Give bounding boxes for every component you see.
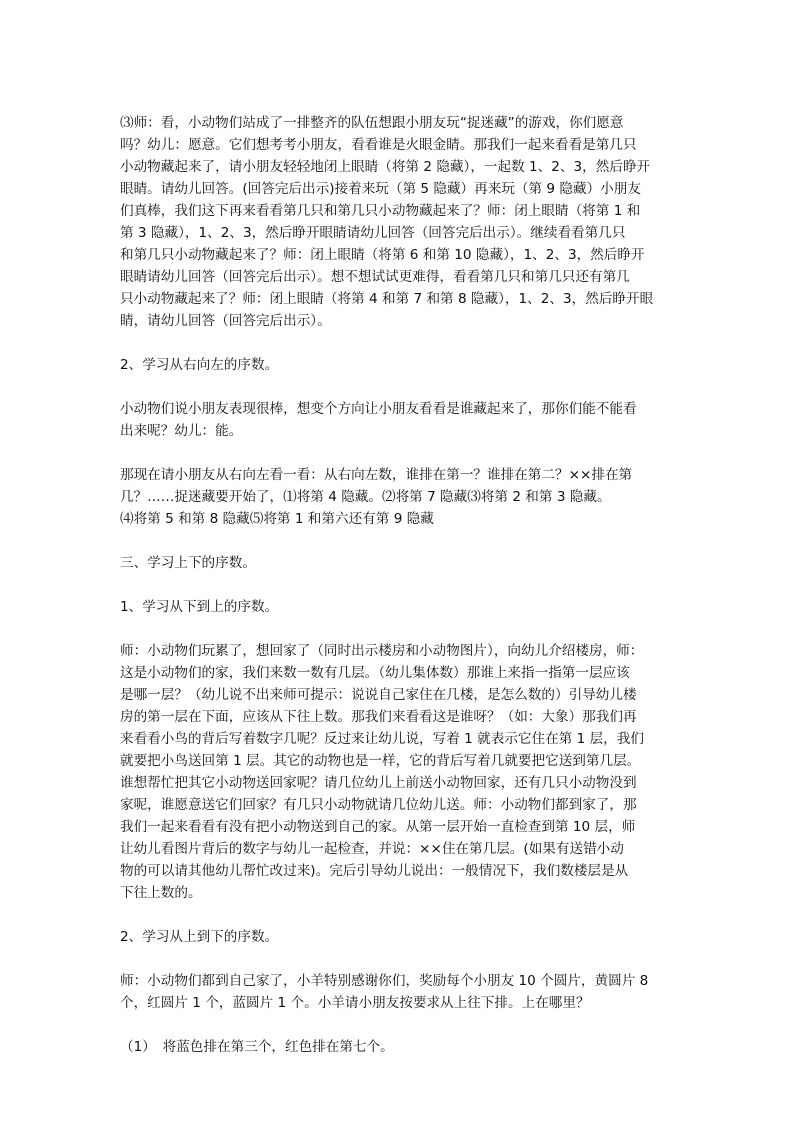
paragraph-change-direction: 小动物们说小朋友表现很棒，想变个方向让小朋友看看是谁藏起来了，那你们能不能看 出来呢？幼儿：能。 <box>120 401 637 439</box>
heading-section-three: 三、学习上下的序数。 <box>120 555 256 571</box>
heading-bottom-to-top-ordinal: 1、学习从下到上的序数。 <box>120 599 279 615</box>
paragraph-building-floors: 师：小动物们玩累了，想回家了（同时出示楼房和小动物图片），向幼儿介绍楼房，师： 这是小动物们的家，我们来数一数有几层。（幼儿集体数）那谁上来指一指第一层应该 是哪一层？（幼儿说不出来师可提示：说说自己家住在几楼，是怎么数的）引导幼儿楼 房的第一层在下面，应该从下往上数。那我们来看看这是谁呀？（如：大象）那我们再 来看看小鸟的背后写着数字几呢？反过来让幼儿说，写着 1 就表示它住在第 1 层，我们 就要把小鸟送回第 1 层。其它的动物也是一样，它的背后写着几就要把它送到第几层。 谁想帮忙把其它小动物送回家呢？请几位幼儿上前送小动物回家，还有几只小动物没到 家呢，谁愿意送它们回家？有几只小动物就请几位幼儿送。师：小动物们都到家了，那 我们一起来看看有没有把小动物送到自己的家。从第一层开始一直检查到第 10 层，师 让幼儿看图片背后的数字与幼儿一起检查，并说：××住在第几层。(如果有送错小动 物的可以请其他幼儿帮忙改过来)。完后引导幼儿说出：一般情况下，我们数楼层是从 下往上数的。 <box>120 643 644 901</box>
list-item-step-one: （1） 将蓝色排在第三个，红色排在第七个。 <box>120 1039 394 1055</box>
heading-top-to-bottom-ordinal: 2、学习从上到下的序数。 <box>120 929 279 945</box>
paragraph-sheep-reward: 师：小动物们都到自己家了，小羊特别感谢你们，奖励每个小朋友 10 个圆片，黄圆片 8 个，红圆片 1 个，蓝圆片 1 个。小羊请小朋友按要求从上往下排。上在哪里？ <box>120 973 649 1011</box>
paragraph-hide-and-seek-game: ⑶师：看，小动物们站成了一排整齐的队伍想跟小朋友玩“捉迷藏”的游戏，你们愿意 吗？幼儿：愿意。它们想考考小朋友，看看谁是火眼金睛。那我们一起来看看是第几只 小动物藏起来了，请小朋友轻轻地闭上眼睛（将第 2 隐藏），一起数 1、2、3，然后睁开 眼睛。请幼儿回答。(回答完后出示)接着来玩（第 5 隐藏）再来玩（第 9 隐藏）小朋友 们真棒，我们这下再来看看第几只和第几只小动物藏起来了？师：闭上眼睛（将第 1 和 第 3 隐藏），1、2、3，然后睁开眼睛请幼儿回答（回答完后出示）。继续看看第几只 和第几只小动物藏起来了？师：闭上眼睛（将第 6 和第 10 隐藏），1、2、3，然后睁开 眼睛请幼儿回答（回答完后出示）。想不想试试更难得，看看第几只和第几只还有第几 只小动物藏起来了？师：闭上眼睛（将第 4 和第 7 和第 8 隐藏），1、2、3，然后睁开眼 睛，请幼儿回答（回答完后出示）。 <box>120 115 654 329</box>
paragraph-right-to-left-count: 那现在请小朋友从右向左看一看：从右向左数，谁排在第一？谁排在第二？××排在第 几？……捉迷藏要开始了，⑴将第 4 隐藏。⑵将第 7 隐藏⑶将第 2 和第 3 隐藏。 ⑷将第 5 和第 8 隐藏⑸将第 1 和第六还有第 9 隐藏 <box>120 467 633 527</box>
document-page <box>120 112 680 1080</box>
heading-right-to-left-ordinal: 2、学习从右向左的序数。 <box>120 357 279 373</box>
